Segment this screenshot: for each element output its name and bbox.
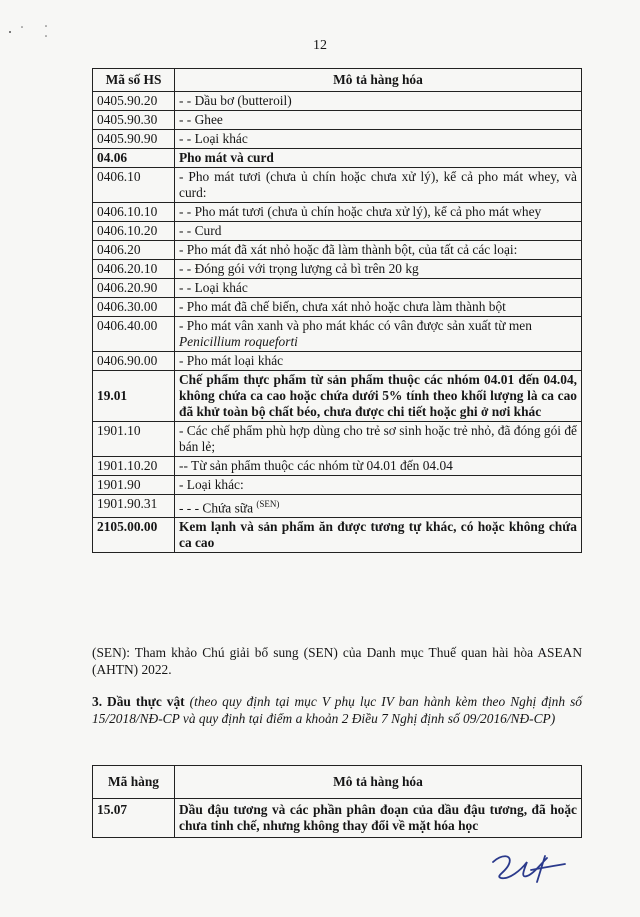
column-header-hs-code: Mã số HS xyxy=(93,69,175,92)
hs-code-cell: 19.01 xyxy=(93,371,175,422)
description-text: -- Từ sản phẩm thuộc các nhóm từ 04.01 đến 04.04 xyxy=(179,458,453,473)
hs-table-body xyxy=(93,92,582,553)
hs-code-cell: 1901.10.20 xyxy=(93,457,175,476)
description-text: - - Dầu bơ (butteroil) xyxy=(179,93,292,108)
description-cell xyxy=(175,518,582,553)
signature-icon xyxy=(487,848,567,893)
hs-code-cell: 0406.10 xyxy=(93,168,175,203)
table-row xyxy=(93,168,582,203)
hs-code-cell: 0406.10.10 xyxy=(93,203,175,222)
description-text: - - Đóng gói với trọng lượng cả bì trên 20 kg xyxy=(179,261,419,276)
section-3-title: 3. Dầu thực vật xyxy=(92,694,185,709)
description-cell xyxy=(175,298,582,317)
description-cell xyxy=(175,371,582,422)
description-text: - Pho mát tươi (chưa ủ chín hoặc chưa xử lý), kể cả pho mát whey, và curd: xyxy=(179,169,577,200)
description-text: - Pho mát đã chế biến, chưa xát nhỏ hoặc chưa làm thành bột xyxy=(179,299,506,314)
description-text: - Các chế phẩm phù hợp dùng cho trẻ sơ sinh hoặc trẻ nhỏ, đã đóng gói để bán lẻ; xyxy=(179,423,577,454)
description-cell xyxy=(175,260,582,279)
description-text: - - Loại khác xyxy=(179,280,248,295)
hs-code-cell: 1901.90.31 xyxy=(93,495,175,518)
table-row xyxy=(93,371,582,422)
description-text: - - - Chứa sữa xyxy=(179,500,254,516)
table-row xyxy=(93,92,582,111)
table-row xyxy=(93,799,582,838)
hs-code-cell: 0405.90.90 xyxy=(93,130,175,149)
description-cell xyxy=(175,422,582,457)
description-text: - Loại khác: xyxy=(179,477,244,492)
table-row xyxy=(93,130,582,149)
description-text: Chế phẩm thực phẩm từ sản phẩm thuộc các nhóm 04.01 đến 04.04, không chứa ca cao hoặc chứa dưới 5% tính theo khối lượng là ca cao đã khử toàn bộ chất béo, chưa được chi tiết hoặc ghi ở nơi khác xyxy=(179,372,577,419)
description-cell xyxy=(175,457,582,476)
table-row xyxy=(93,111,582,130)
description-text: - - Curd xyxy=(179,223,222,238)
table-row xyxy=(93,518,582,553)
table-row xyxy=(93,298,582,317)
table-row xyxy=(93,203,582,222)
description-cell xyxy=(175,203,582,222)
table-row xyxy=(93,222,582,241)
hs-code-cell: 15.07 xyxy=(93,799,175,838)
table-row xyxy=(93,495,582,518)
vegetable-oil-table xyxy=(92,765,582,838)
description-text: - - Pho mát tươi (chưa ủ chín hoặc chưa xử lý), kể cả pho mát whey xyxy=(179,204,542,219)
page-number: 12 xyxy=(313,38,327,53)
hs-code-cell: 0406.10.20 xyxy=(93,222,175,241)
description-text: - Pho mát loại khác xyxy=(179,353,284,368)
column-header-description: Mô tả hàng hóa xyxy=(175,69,582,92)
hs-code-cell: 0406.20.10 xyxy=(93,260,175,279)
hs-code-cell: 0406.90.00 xyxy=(93,352,175,371)
table-row xyxy=(93,279,582,298)
hs-code-cell: 0406.20 xyxy=(93,241,175,260)
table-row xyxy=(93,457,582,476)
description-cell xyxy=(175,352,582,371)
table-row xyxy=(93,317,582,352)
hs-code-cell: 0406.40.00 xyxy=(93,317,175,352)
description-text: - Pho mát vân xanh và pho mát khác có vân được sản xuất từ men xyxy=(179,318,532,333)
description-text: Pho mát và curd xyxy=(179,150,274,165)
hs-code-cell: 04.06 xyxy=(93,149,175,168)
description-cell xyxy=(175,317,582,352)
oil-table-body xyxy=(93,799,582,838)
table-header-row xyxy=(93,766,582,799)
description-cell xyxy=(175,495,582,518)
description-cell xyxy=(175,111,582,130)
table-row xyxy=(93,476,582,495)
table-row xyxy=(93,422,582,457)
table-header-row xyxy=(93,69,582,92)
description-cell xyxy=(175,799,582,838)
hs-code-cell: 1901.10 xyxy=(93,422,175,457)
table-row xyxy=(93,149,582,168)
description-cell xyxy=(175,130,582,149)
table-row xyxy=(93,352,582,371)
hs-code-cell: 0406.20.90 xyxy=(93,279,175,298)
column-header-description: Mô tả hàng hóa xyxy=(175,766,582,799)
hs-code-cell: 0405.90.30 xyxy=(93,111,175,130)
description-cell xyxy=(175,279,582,298)
table-row xyxy=(93,260,582,279)
section-3-subtitle: (theo quy định tại mục V phụ lục IV ban hành kèm theo Nghị định số 15/2018/NĐ-CP và quy định tại điểm a khoản 2 Điều 7 Nghị định số 09/2016/NĐ-CP) xyxy=(92,694,582,726)
column-header-code: Mã hàng xyxy=(93,766,175,799)
description-text: Kem lạnh và sản phẩm ăn được tương tự khác, có hoặc không chứa ca cao xyxy=(179,519,577,551)
hs-code-cell: 0406.30.00 xyxy=(93,298,175,317)
section-3-heading xyxy=(92,693,582,727)
hs-code-cell: 1901.90 xyxy=(93,476,175,495)
description-text: - - Loại khác xyxy=(179,131,248,146)
sen-footnote: (SEN): Tham khảo Chú giải bổ sung (SEN) của Danh mục Thuế quan hài hòa ASEAN (AHTN) 2022. xyxy=(92,645,582,677)
sen-superscript: (SEN) xyxy=(256,499,280,509)
description-text: Dầu đậu tương và các phần phân đoạn của dầu đậu tương, đã hoặc chưa tinh chế, nhưng không thay đổi về mặt hóa học xyxy=(179,802,577,833)
description-cell xyxy=(175,476,582,495)
description-cell xyxy=(175,168,582,203)
description-text: - Pho mát đã xát nhỏ hoặc đã làm thành bột, của tất cả các loại: xyxy=(179,242,518,257)
hs-code-cell: 2105.00.00 xyxy=(93,518,175,553)
description-cell xyxy=(175,241,582,260)
description-cell xyxy=(175,222,582,241)
hs-code-cell: 0405.90.20 xyxy=(93,92,175,111)
description-cell xyxy=(175,92,582,111)
table-row xyxy=(93,241,582,260)
description-cell xyxy=(175,149,582,168)
hs-code-table xyxy=(92,68,582,553)
description-italic-text: Penicillium roqueforti xyxy=(179,334,298,349)
description-text: - - Ghee xyxy=(179,112,223,127)
